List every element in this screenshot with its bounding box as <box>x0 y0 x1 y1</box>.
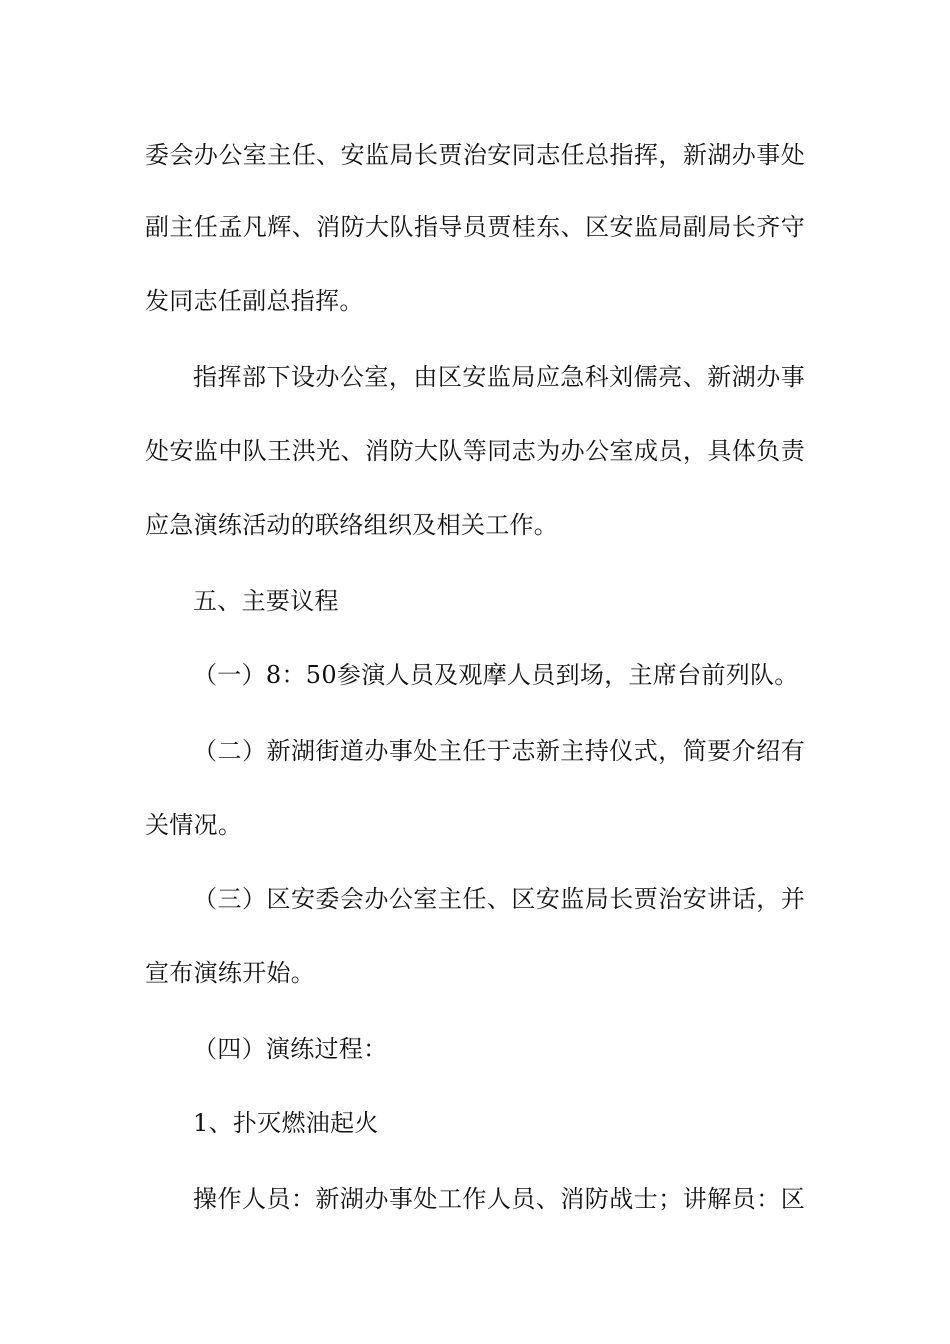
text-line: 应急演练活动的联络组织及相关工作。 <box>145 511 559 539</box>
text-line: 发同志任副总指挥。 <box>145 287 364 315</box>
text-line: 关情况。 <box>145 811 243 839</box>
text-line: 处安监中队王洪光、消防大队等同志为办公室成员，具体负责 <box>145 437 805 465</box>
agenda-item: （二）新湖街道办事处主任于志新主持仪式，简要介绍有 <box>193 737 805 765</box>
text-line: 副主任孟凡辉、消防大队指导员贾桂东、区安监局副局长齐守 <box>145 213 805 241</box>
paragraph-start-line: 操作人员：新湖办事处工作人员、消防战士；讲解员：区 <box>193 1185 805 1213</box>
subsection-heading: 1、扑灭燃油起火 <box>193 1109 379 1137</box>
section-heading: 五、主要议程 <box>193 587 339 615</box>
paragraph-start-line: 指挥部下设办公室，由区安监局应急科刘儒亮、新湖办事 <box>193 363 805 391</box>
text-line: 委会办公室主任、安监局长贾治安同志任总指挥，新湖办事处 <box>145 141 805 169</box>
agenda-item: （四）演练过程： <box>193 1035 388 1063</box>
text-line: 宣布演练开始。 <box>145 959 316 987</box>
agenda-item: （三）区安委会办公室主任、区安监局长贾治安讲话，并 <box>193 885 805 913</box>
agenda-item: （一）8：50参演人员及观摩人员到场，主席台前列队。 <box>193 661 799 689</box>
